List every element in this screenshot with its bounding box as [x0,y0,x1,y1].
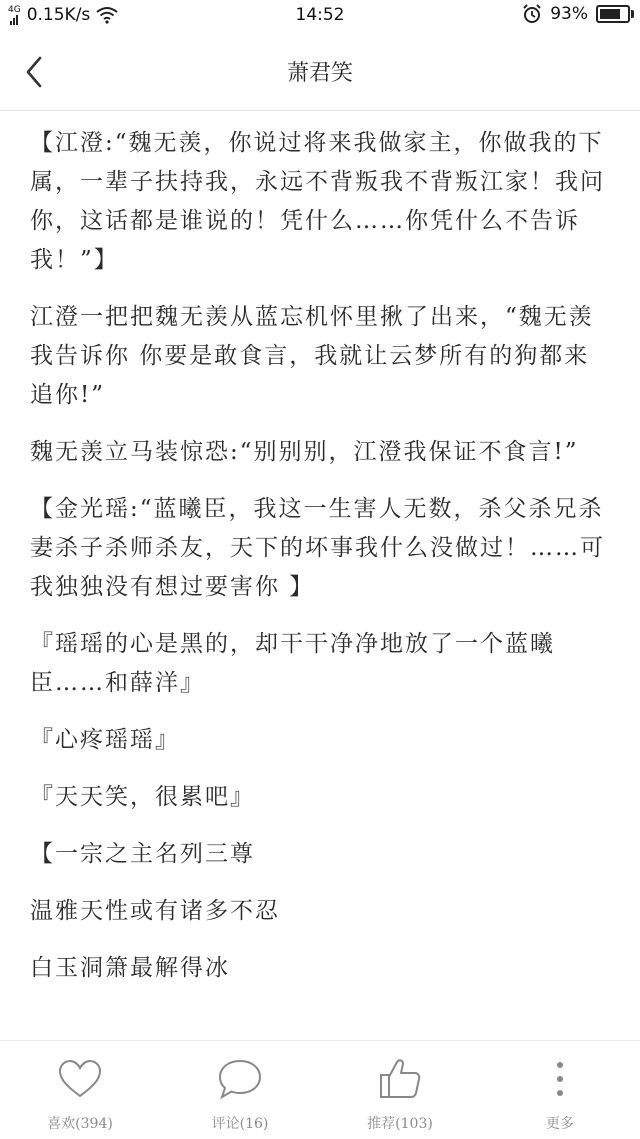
nav-bar [0,32,640,111]
bottom-action-bar [0,1040,640,1139]
battery-fill [600,9,620,19]
speech-bubble-icon [170,1055,310,1103]
article-content [30,124,610,1034]
status-bar [0,0,640,32]
paragraph: 温雅天性或有诸多不忍 [30,898,280,924]
heart-icon [10,1055,150,1103]
paragraph: 江澄一把把魏无羡从蓝忘机怀里揪了出来，“魏无羡我告诉你 你要是敢食言，我就让云梦所有的狗都来追你!” [30,304,594,408]
more-button[interactable] [490,1055,630,1133]
more-label: 更多 [546,1116,574,1132]
network-type: 4G [8,4,21,15]
comment-button[interactable] [170,1055,310,1133]
paragraph: 魏无羡立马装惊恐:“别别别，江澄我保证不食言!” [30,439,579,465]
status-time: 14:52 [295,5,345,25]
recommend-button[interactable] [330,1055,470,1133]
network-speed: 0.15K/s [26,5,91,25]
paragraph: 【一宗之主名列三尊 [30,841,255,867]
comment-label: 评论(16) [211,1116,269,1132]
paragraph: 【江澄:“魏无羡，你说过将来我做家主，你做我的下属，一辈子扶持我，永远不背叛我不背叛江家！我问你，这话都是谁说的！凭什么……你凭什么不告诉我！”】 [30,130,605,273]
more-vertical-icon [490,1055,630,1103]
like-button[interactable] [10,1055,150,1133]
paragraph: 『心疼瑶瑶』 [30,727,180,753]
battery-percent: 93% [550,4,588,24]
paragraph: 『天天笑，很累吧』 [30,784,255,810]
page-title: 萧君笑 [286,61,353,86]
thumbs-up-icon [330,1055,470,1103]
status-right [522,4,630,24]
battery-icon [596,5,630,23]
like-label: 喜欢(394) [47,1116,113,1132]
battery-tip [631,10,634,18]
paragraph: 【金光瑶:“蓝曦臣，我这一生害人无数，杀父杀兄杀妻杀子杀师杀友，天下的坏事我什么没做过！……可我独独没有想过要害你 】 [30,496,605,600]
paragraph: 白玉洞箫最解得冰 [30,955,230,981]
recommend-label: 推荐(103) [367,1116,433,1132]
alarm-clock-icon [522,4,542,24]
paragraph: 『瑶瑶的心是黑的，却干干净净地放了一个蓝曦臣……和薛洋』 [30,631,555,696]
